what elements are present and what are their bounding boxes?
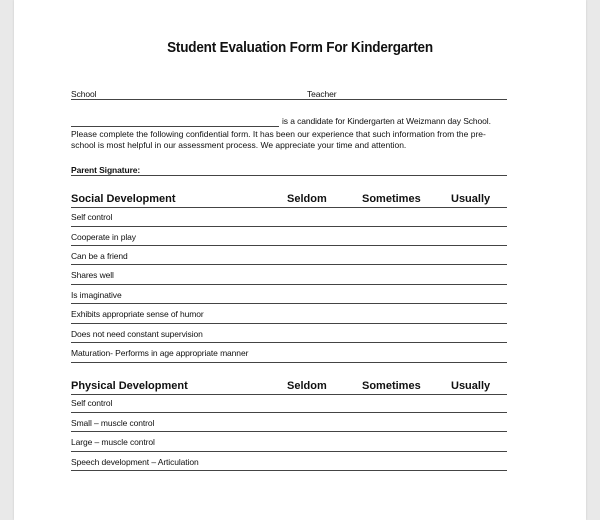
row-rule bbox=[71, 362, 507, 363]
school-teacher-line bbox=[71, 99, 507, 100]
social-item-imaginative: Is imaginative bbox=[71, 290, 122, 300]
row-rule bbox=[71, 303, 507, 304]
social-item-cooperate: Cooperate in play bbox=[71, 232, 136, 242]
row-rule bbox=[71, 412, 507, 413]
instructions-line-1: Please complete the following confidential form. It has been our experience that such information from the pre- bbox=[71, 129, 486, 139]
teacher-label: Teacher bbox=[307, 89, 337, 99]
social-item-friend: Can be a friend bbox=[71, 251, 128, 261]
form-title: Student Evaluation Form For Kindergarten bbox=[167, 39, 433, 56]
section-title-social: Social Development bbox=[71, 193, 176, 205]
section-rule bbox=[71, 207, 507, 208]
physical-item-large-muscle: Large – muscle control bbox=[71, 437, 155, 447]
parent-signature-line[interactable] bbox=[71, 175, 507, 176]
instructions-line-2: school is most helpful in our assessment process. We appreciate your time and attention. bbox=[71, 140, 407, 150]
row-rule bbox=[71, 284, 507, 285]
section-title-physical: Physical Development bbox=[71, 380, 188, 392]
col-sometimes-social: Sometimes bbox=[362, 193, 421, 205]
col-seldom-physical: Seldom bbox=[287, 380, 327, 392]
physical-item-self-control: Self control bbox=[71, 398, 113, 408]
section-rule bbox=[71, 394, 507, 395]
physical-item-speech: Speech development – Articulation bbox=[71, 457, 199, 467]
row-rule bbox=[71, 323, 507, 324]
col-seldom-social: Seldom bbox=[287, 193, 327, 205]
row-rule bbox=[71, 451, 507, 452]
student-name-blank[interactable] bbox=[71, 126, 279, 127]
row-rule bbox=[71, 431, 507, 432]
row-rule bbox=[71, 226, 507, 227]
document-page bbox=[14, 0, 586, 520]
row-rule bbox=[71, 264, 507, 265]
social-item-self-control: Self control bbox=[71, 212, 113, 222]
social-item-humor: Exhibits appropriate sense of humor bbox=[71, 309, 204, 319]
physical-item-small-muscle: Small – muscle control bbox=[71, 418, 155, 428]
candidate-text: is a candidate for Kindergarten at Weizmann day School. bbox=[282, 116, 491, 126]
social-item-maturation: Maturation- Performs in age appropriate manner bbox=[71, 348, 249, 358]
instructions-paragraph bbox=[71, 129, 511, 151]
col-sometimes-physical: Sometimes bbox=[362, 380, 421, 392]
parent-signature-label: Parent Signature: bbox=[71, 165, 141, 175]
col-usually-social: Usually bbox=[451, 193, 491, 205]
col-usually-physical: Usually bbox=[451, 380, 491, 392]
social-item-supervision: Does not need constant supervision bbox=[71, 329, 203, 339]
row-rule bbox=[71, 342, 507, 343]
school-label: School bbox=[71, 89, 97, 99]
row-rule bbox=[71, 245, 507, 246]
social-item-shares: Shares well bbox=[71, 270, 114, 280]
row-rule bbox=[71, 470, 507, 471]
